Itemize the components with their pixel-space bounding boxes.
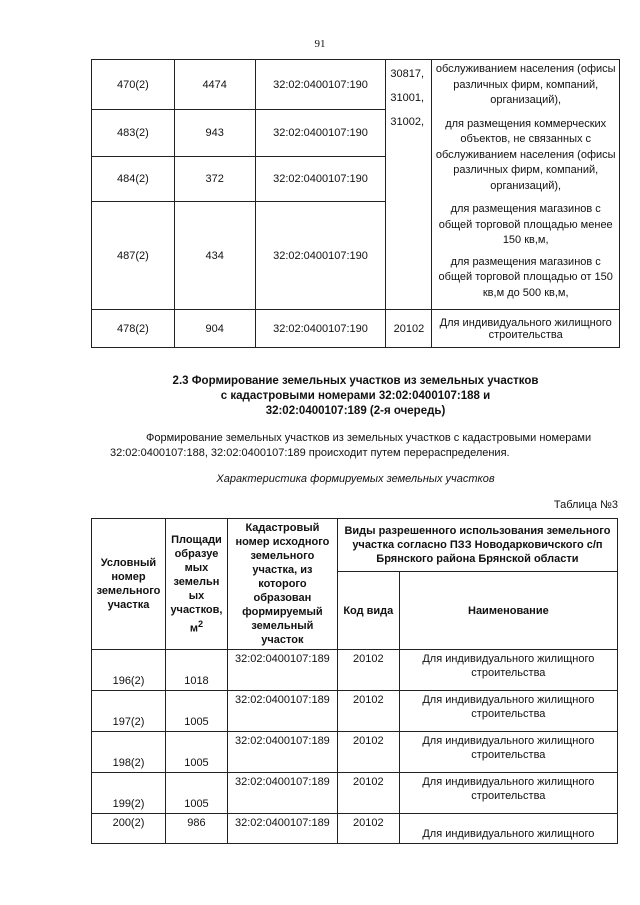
cell-cad: 32:02:0400107:189 — [227, 691, 337, 732]
cell-area: 943 — [174, 110, 255, 157]
cell-names — [432, 60, 620, 310]
cell-cad: 32:02:0400107:190 — [255, 110, 386, 157]
name-item: обслуживанием населения (офисы различных фирм, компаний, организаций), — [435, 63, 616, 106]
cell-num: 200(2) — [92, 814, 166, 844]
table-row — [92, 310, 620, 348]
cell-cad: 32:02:0400107:189 — [227, 732, 337, 773]
cell-name: Для индивидуального жилищного строительства — [399, 691, 617, 732]
page-number: 91 — [314, 38, 326, 50]
cell-code: 20102 — [386, 310, 432, 348]
cell-cad: 32:02:0400107:189 — [227, 814, 337, 844]
cell-area: 1005 — [165, 732, 227, 773]
cell-name: Для индивидуального жилищного строительства — [399, 732, 617, 773]
cell-code: 20102 — [337, 691, 399, 732]
cell-area: 1005 — [165, 691, 227, 732]
heading-line: с кадастровыми номерами 32:02:0400107:188 и — [220, 390, 491, 402]
code-item: 31002, — [390, 116, 425, 128]
cell-area: 4474 — [174, 60, 255, 110]
cell-num: 470(2) — [92, 60, 175, 110]
code-item: 30817, — [390, 68, 425, 80]
cell-cad: 32:02:0400107:190 — [255, 157, 386, 202]
cell-num: 198(2) — [92, 732, 166, 773]
cell-num: 478(2) — [92, 310, 175, 348]
cell-codes — [386, 60, 432, 310]
table-row — [92, 60, 620, 110]
header-group: Виды разрешенного использования земельного участка согласно ПЗЗ Новодарковичского с/п Брянского района Брянской области — [337, 519, 617, 572]
header-area-unit: м — [189, 622, 198, 635]
paragraph-line: Формирование земельных участков из земельных участков с кадастровыми номерами — [146, 432, 592, 444]
cell-area: 372 — [174, 157, 255, 202]
cell-name: Для индивидуального жилищного строительства — [399, 650, 617, 691]
cell-code: 20102 — [337, 650, 399, 691]
header-cad: Кадастровый номер исходного земельного участка, из которого образован формируемый земельный участок — [227, 519, 337, 650]
cell-code: 20102 — [337, 773, 399, 814]
name-item: для размещения коммерческих объектов, не связанных с обслуживанием населения (офисы различных фирм, компаний, организаций), — [435, 117, 616, 192]
cell-cad: 32:02:0400107:190 — [255, 202, 386, 310]
table-continued — [91, 59, 620, 348]
section-heading — [91, 374, 620, 419]
table-row — [92, 691, 618, 732]
paragraph-line: 32:02:0400107:188, 32:02:0400107:189 происходит путем перераспределения. — [110, 447, 510, 459]
header-num: Условный номер земельного участка — [92, 519, 166, 650]
name-item: для размещения магазинов с общей торговой площадью менее 150 кв,м, — [438, 203, 613, 246]
cell-cad: 32:02:0400107:190 — [255, 60, 386, 110]
cell-num: 199(2) — [92, 773, 166, 814]
table-row — [92, 773, 618, 814]
cell-code: 20102 — [337, 814, 399, 844]
table-number: Таблица №3 — [553, 499, 618, 511]
header-code: Код вида — [337, 572, 399, 650]
table-header-row — [92, 519, 618, 572]
cell-cad: 32:02:0400107:189 — [227, 773, 337, 814]
heading-line: 32:02:0400107:189 (2-я очередь) — [265, 405, 446, 417]
table-caption: Характеристика формируемых земельных участков — [216, 473, 495, 485]
header-area-text: Площади образуе мых земельн ых участков, — [170, 533, 223, 616]
section-paragraph — [110, 431, 620, 461]
header-area-sup: 2 — [197, 618, 204, 629]
header-name: Наименование — [399, 572, 617, 650]
name-item: для размещения магазинов с общей торговой площадью от 150 кв,м до 500 кв,м, — [438, 255, 613, 299]
cell-area: 986 — [165, 814, 227, 844]
cell-area: 1005 — [165, 773, 227, 814]
cell-name: Для индивидуального жилищного — [399, 814, 617, 844]
cell-cad: 32:02:0400107:190 — [255, 310, 386, 348]
header-area — [165, 519, 227, 650]
cell-num: 484(2) — [92, 157, 175, 202]
table-3 — [91, 518, 618, 844]
cell-name: Для индивидуального жилищного строительства — [432, 310, 620, 348]
cell-num: 483(2) — [92, 110, 175, 157]
cell-area: 904 — [174, 310, 255, 348]
cell-name: Для индивидуального жилищного строительства — [399, 773, 617, 814]
table-row — [92, 732, 618, 773]
heading-line: 2.3 Формирование земельных участков из земельных участков — [172, 375, 539, 387]
cell-num: 197(2) — [92, 691, 166, 732]
cell-cad: 32:02:0400107:189 — [227, 650, 337, 691]
cell-num: 196(2) — [92, 650, 166, 691]
cell-num: 487(2) — [92, 202, 175, 310]
cell-code: 20102 — [337, 732, 399, 773]
table-row — [92, 650, 618, 691]
code-item: 31001, — [390, 92, 425, 104]
cell-area: 1018 — [165, 650, 227, 691]
cell-area: 434 — [174, 202, 255, 310]
table-row — [92, 814, 618, 844]
